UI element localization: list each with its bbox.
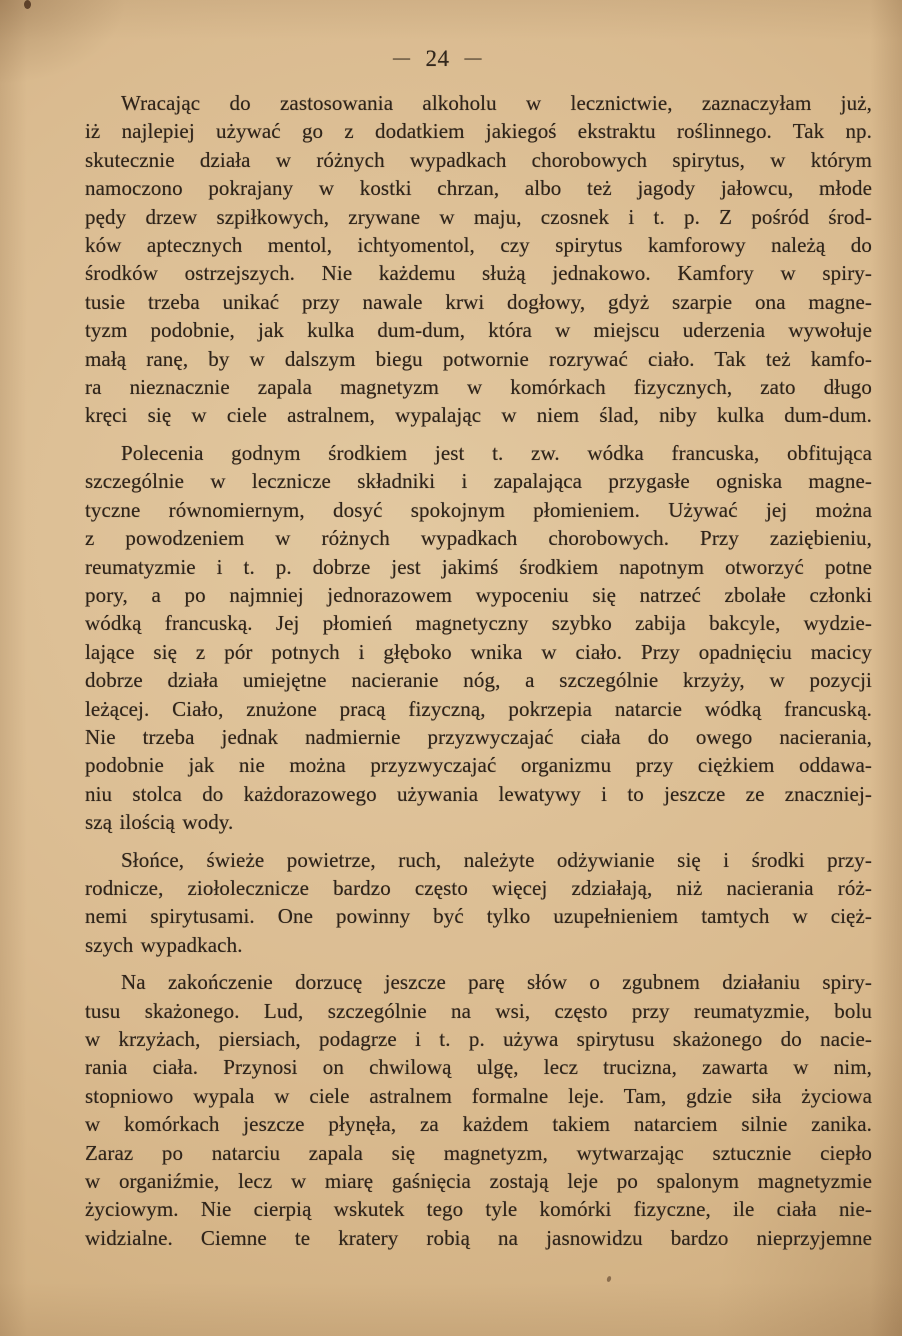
text-line: Nie trzeba jednak nadmiernie przyzwyczajać ciała do owego nacierania,	[85, 724, 872, 749]
text-line: Słońce, świeże powietrze, ruch, należyte odżywianie się i środki przy-	[121, 847, 872, 872]
paragraph	[85, 846, 872, 960]
text-line: stopniowo wypala w ciele astralnem formalne leje. Tam, gdzie siła życiowa	[85, 1083, 872, 1108]
text-line: Na zakończenie dorzucę jeszcze parę słów o zgubnem działaniu spiry-	[121, 970, 872, 995]
text-line: leżącej. Ciało, znużone pracą fizyczną, pokrzepia natarcie wódką francuską.	[85, 696, 872, 721]
text-line: reumatyzmie i t. p. dobrze jest jakimś środkiem napotnym otworzyć potne	[85, 554, 872, 579]
text-line: nemi spirytusami. One powinny być tylko uzupełnieniem tamtych w cięż-	[85, 904, 872, 929]
text-line: małą ranę, by w dalszym biegu potwornie rozrywać ciało. Tak też kamfo-	[85, 346, 872, 371]
page-number: 24	[425, 46, 450, 71]
scan-speck-bottom	[606, 1275, 612, 1282]
text-line: wódką francuską. Jej płomień magnetyczny szybko zabija bakcyle, wydzie-	[85, 611, 872, 636]
text-line: kręci się w ciele astralnem, wypalając w niem ślad, niby kulka dum-dum.	[85, 403, 872, 428]
text-line: w komórkach jeszcze płynęła, za każdem takiem natarciem silnie zanika.	[85, 1112, 872, 1137]
text-line: życiowym. Nie cierpią wskutek tego tyle komórki fizyczne, ile ciała nie-	[85, 1197, 872, 1222]
header-dash-left: —	[393, 48, 411, 67]
text-line: namoczono pokrajany w kostki chrzan, albo też jagody jałowcu, młode	[85, 176, 872, 201]
page-header	[44, 46, 831, 72]
text-line: ków aptecznych mentol, ichtyomentol, czy spirytus kamforowy należą do	[85, 233, 872, 258]
text-line: szą ilością wody.	[85, 810, 234, 835]
text-line: dobrze działa umiejętne nacieranie nóg, a szczególnie krzyży, w pozycji	[85, 668, 872, 693]
text-line: podobnie jak nie można przyzwyczajać organizmu przy ciężkiem oddawa-	[85, 753, 872, 778]
scan-speck-top-left	[24, 0, 31, 9]
text-line: Zaraz po natarciu zapala się magnetyzm, wytwarzając sztucznie ciepło	[85, 1140, 872, 1165]
text-line: lające się z pór potnych i głęboko wnika w ciało. Przy opadnięciu macicy	[85, 639, 872, 664]
text-line: pory, a po najmniej jednorazowem wypoceniu się natrzeć zbolałe członki	[85, 582, 872, 607]
text-line: tusu skażonego. Lud, szczególnie na wsi, często przy reumatyzmie, bolu	[85, 998, 872, 1023]
paragraph	[85, 439, 872, 837]
text-line: rodnicze, ziołolecznicze bardzo często więcej zdziałają, niż nacierania róż-	[85, 875, 872, 900]
text-line: Wracając do zastosowania alkoholu w lecznictwie, zaznaczyłam już,	[121, 91, 872, 115]
page-text	[85, 89, 872, 1252]
text-line: szych wypadkach.	[85, 932, 243, 957]
text-line: w organiźmie, lecz w miarę gaśnięcia zostają leje po spalonym magnetyzmie	[85, 1169, 872, 1194]
text-line: tusie trzeba unikać przy nawale krwi dogłowy, gdyż szarpie ona magne-	[85, 289, 872, 314]
paragraph	[85, 968, 872, 1252]
paragraph	[85, 89, 872, 430]
text-line: ra nieznacznie zapala magnetyzm w komórkach fizycznych, zato długo	[85, 375, 872, 400]
text-line: iż najlepiej używać go z dodatkiem jakiegoś ekstraktu roślinnego. Tak np.	[85, 119, 872, 144]
text-line: Polecenia godnym środkiem jest t. zw. wódka francuska, obfitująca	[121, 440, 872, 465]
text-line: w krzyżach, piersiach, podagrze i t. p. używa spirytusu skażonego do nacie-	[85, 1027, 872, 1051]
text-line: pędy drzew szpiłkowych, zrywane w maju, czosnek i t. p. Z pośród środ-	[85, 204, 872, 229]
text-line: widzialne. Ciemne te kratery robią na jasnowidzu bardzo nieprzyjemne	[85, 1225, 872, 1250]
text-line: szczególnie w lecznicze składniki i zapalająca przygasłe ogniska magne-	[85, 469, 872, 494]
text-line: tyczne równomiernym, dosyć spokojnym płomieniem. Używać jej można	[85, 497, 872, 522]
text-line: tyzm podobnie, jak kulka dum-dum, która w miejscu uderzenia wywołuje	[85, 318, 872, 343]
header-dash-right: —	[464, 48, 482, 67]
text-line: rania ciała. Przynosi on chwilową ulgę, lecz trucizna, zawarta w nim,	[85, 1055, 872, 1080]
text-line: środków ostrzejszych. Nie każdemu służą jednakowo. Kamfory w spiry-	[85, 261, 872, 286]
text-line: z powodzeniem w różnych wypadkach chorobowych. Przy zaziębieniu,	[85, 526, 872, 551]
text-line: skutecznie działa w różnych wypadkach chorobowych spirytus, w którym	[85, 147, 872, 172]
text-line: niu stolca do każdorazowego używania lewatywy i to jeszcze ze znaczniej-	[85, 781, 872, 806]
